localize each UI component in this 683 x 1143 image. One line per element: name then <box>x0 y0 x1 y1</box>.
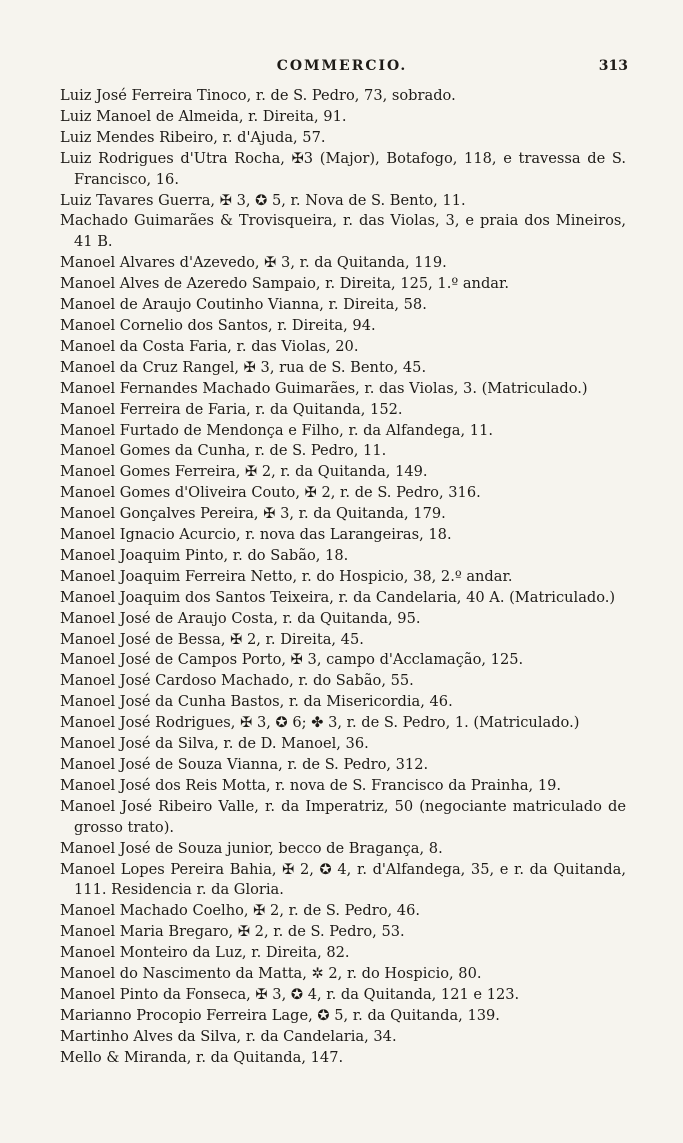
entry: Manoel Furtado de Mendonça e Filho, r. da Alfandega, 11. <box>60 421 493 439</box>
entry: Manoel José dos Reis Motta, r. nova de S. Francisco da Prainha, 19. <box>60 776 562 794</box>
entry: Manoel José Rodrigues, ✠ 3, ✪ 6; ✤ 3, r. de S. Pedro, 1. (Matriculado.) <box>60 714 580 732</box>
entry: Manoel José de Souza Vianna, r. de S. Pedro, 312. <box>60 756 429 773</box>
entry: Manoel Gomes da Cunha, r. de S. Pedro, 11. <box>60 442 387 460</box>
entry: Manoel do Nascimento da Matta, ✲ 2, r. do Hospicio, 80. <box>60 965 482 983</box>
entry: Manoel da Costa Faria, r. das Violas, 20. <box>60 337 359 355</box>
entry: Manoel Fernandes Machado Guimarães, r. das Violas, 3. (Matriculado.) <box>60 379 588 397</box>
entry: Manoel Ignacio Acurcio, r. nova das Larangeiras, 18. <box>60 526 452 544</box>
entry: Manoel Machado Coelho, ✠ 2, r. de S. Pedro, 46. <box>60 902 421 920</box>
entry: Manoel Cornelio dos Santos, r. Direita, 94. <box>60 316 376 334</box>
entry: Luiz Rodrigues d'Utra Rocha, ✠3 (Major), Botafogo, 118, e travessa de S. Francisco, 16. <box>60 149 626 188</box>
entry: Marianno Procopio Ferreira Lage, ✪ 5, r. da Quitanda, 139. <box>60 1006 500 1024</box>
entry: Manoel José de Campos Porto, ✠ 3, campo d'Acclamação, 125. <box>60 651 524 669</box>
entry: Luiz Mendes Ribeiro, r. d'Ajuda, 57. <box>60 128 326 146</box>
entry: Manoel Gomes d'Oliveira Couto, ✠ 2, r. de S. Pedro, 316. <box>60 484 481 502</box>
entry: Mello & Miranda, r. da Quitanda, 147. <box>60 1048 344 1066</box>
entry: Luiz José Ferreira Tinoco, r. de S. Pedro, 73, sobrado. <box>60 87 456 104</box>
entry: Luiz Manoel de Almeida, r. Direita, 91. <box>60 107 347 125</box>
entry: Manoel Monteiro da Luz, r. Direita, 82. <box>60 944 350 962</box>
entry: Manoel José de Souza junior, becco de Bragança, 8. <box>60 839 443 857</box>
entry: Manoel Maria Bregaro, ✠ 2, r. de S. Pedro, 53. <box>60 923 405 941</box>
entry: Manoel Gomes Ferreira, ✠ 2, r. da Quitanda, 149. <box>60 463 428 481</box>
entry: Manoel Lopes Pereira Bahia, ✠ 2, ✪ 4, r. d'Alfandega, 35, e r. da Quitanda, 111. Residencia r. da Gloria. <box>60 860 626 899</box>
entry: Manoel Gonçalves Pereira, ✠ 3, r. da Quitanda, 179. <box>60 505 446 523</box>
entry: Martinho Alves da Silva, r. da Candelaria, 34. <box>60 1027 397 1045</box>
entry: Manoel da Cruz Rangel, ✠ 3, rua de S. Bento, 45. <box>60 358 427 376</box>
entry-list <box>60 86 626 1069</box>
entry: Manoel Pinto da Fonseca, ✠ 3, ✪ 4, r. da Quitanda, 121 e 123. <box>60 985 520 1003</box>
entry: Manoel José da Cunha Bastos, r. da Misericordia, 46. <box>60 693 453 711</box>
entry: Manoel Joaquim Ferreira Netto, r. do Hospicio, 38, 2.º andar. <box>60 567 513 585</box>
entry: Manoel Alvares d'Azevedo, ✠ 3, r. da Quitanda, 119. <box>60 254 447 272</box>
entry: Manoel Joaquim dos Santos Teixeira, r. da Candelaria, 40 A. (Matriculado.) <box>60 588 616 606</box>
entry: Manoel Joaquim Pinto, r. do Sabão, 18. <box>60 546 349 564</box>
entry: Manoel Ferreira de Faria, r. da Quitanda, 152. <box>60 400 403 418</box>
entry: Manoel de Araujo Coutinho Vianna, r. Direita, 58. <box>60 296 427 314</box>
entry: Machado Guimarães & Trovisqueira, r. das Violas, 3, e praia dos Mineiros, 41 B. <box>60 212 626 251</box>
entry: Manoel José Cardoso Machado, r. do Sabão, 55. <box>60 672 414 690</box>
entry: Manoel José de Bessa, ✠ 2, r. Direita, 45. <box>60 630 364 648</box>
entry: Manoel José de Araujo Costa, r. da Quitanda, 95. <box>60 609 421 627</box>
entry: Manoel José da Silva, r. de D. Manoel, 36. <box>60 735 369 753</box>
entry: Manoel Alves de Azeredo Sampaio, r. Direita, 125, 1.º andar. <box>60 275 510 293</box>
page-header <box>56 58 628 82</box>
entry: Manoel José Ribeiro Valle, r. da Imperatriz, 50 (negociante matriculado de grosso trato). <box>60 797 626 836</box>
section-title: COMMERCIO. <box>276 58 408 74</box>
page-number: 313 <box>598 58 628 74</box>
entry: Luiz Tavares Guerra, ✠ 3, ✪ 5, r. Nova de S. Bento, 11. <box>60 191 466 209</box>
